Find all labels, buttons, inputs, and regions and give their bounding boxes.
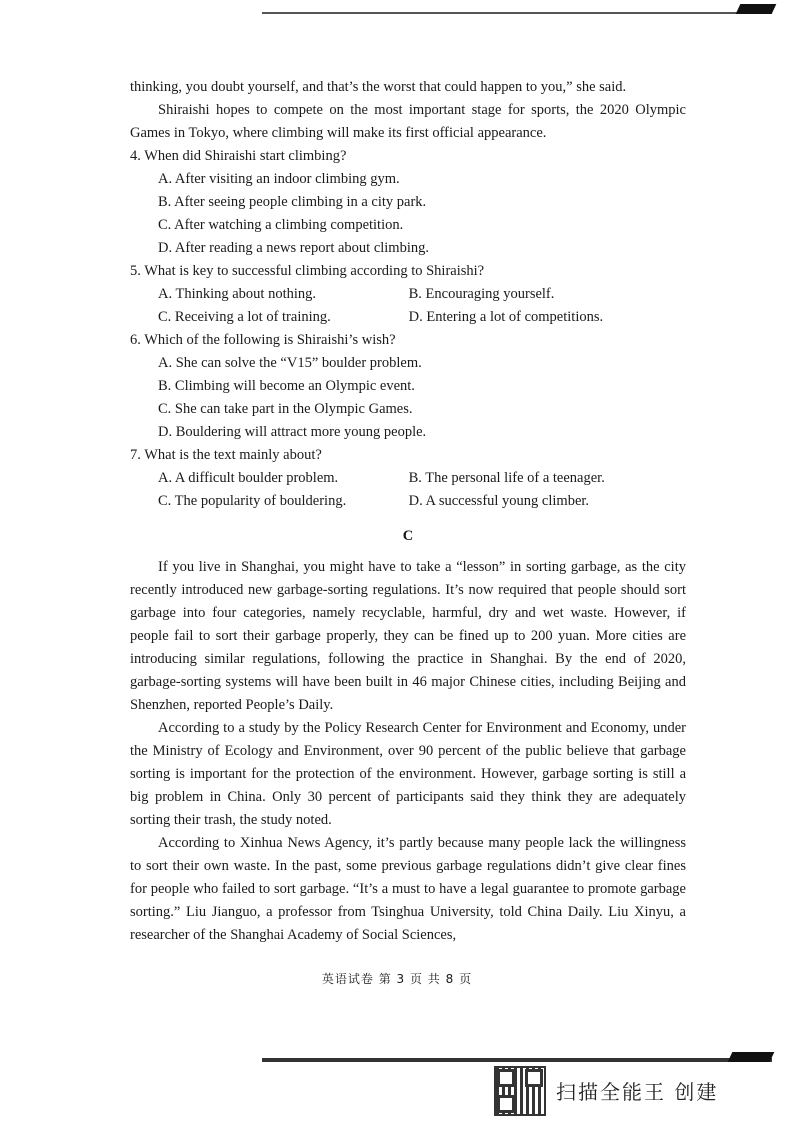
question-5 — [130, 260, 686, 329]
bottom-border-mark — [728, 1052, 775, 1062]
question-7 — [130, 444, 686, 513]
option-d[interactable]: D. A successful young climber. — [408, 493, 590, 509]
scanner-watermark: 扫描全能王 创建 — [556, 1080, 719, 1104]
option-d[interactable]: D. Entering a lot of competitions. — [408, 309, 604, 325]
section-heading: C — [402, 528, 414, 544]
question-stem: 7. What is the text mainly about? — [130, 447, 322, 463]
option-a[interactable]: A. After visiting an indoor climbing gym. — [158, 171, 400, 187]
qr-finder-top-right — [525, 1069, 543, 1087]
bottom-border — [262, 1058, 772, 1062]
question-stem: 5. What is key to successful climbing according to Shiraishi? — [130, 263, 485, 279]
option-a[interactable]: A. A difficult boulder problem. — [158, 470, 339, 486]
option-c[interactable]: C. After watching a climbing competition. — [158, 217, 404, 233]
option-d[interactable]: D. After reading a news report about climbing. — [158, 240, 429, 256]
page-footer: 英语试卷 第 3 页 共 8 页 — [321, 972, 473, 986]
question-6 — [130, 329, 686, 444]
qr-finder-top-left — [497, 1069, 515, 1087]
page-content — [130, 76, 686, 947]
passage-c-paragraph-2: According to a study by the Policy Research Center for Environment and Economy, under the Ministry of Ecology and Environment, over 90 percent of the public believe that garbage sorting is important for the protection of the environment. However, garbage sorting is still a big problem in China. Only 30 percent of participants said they think they are adequately sorting their trash, the study noted. — [130, 720, 686, 828]
top-border-mark — [736, 4, 777, 14]
top-border — [262, 0, 772, 14]
qr-finder-bottom-left — [497, 1095, 515, 1113]
passage-tail-line: thinking, you doubt yourself, and that’s the worst that could happen to you,” she said. — [130, 79, 627, 95]
qr-code-icon — [494, 1066, 546, 1116]
option-a[interactable]: A. Thinking about nothing. — [158, 286, 317, 302]
option-a[interactable]: A. She can solve the “V15” boulder problem. — [158, 355, 422, 371]
option-c[interactable]: C. Receiving a lot of training. — [158, 309, 331, 325]
option-b[interactable]: B. Climbing will become an Olympic event. — [158, 378, 415, 394]
option-c[interactable]: C. She can take part in the Olympic Games. — [158, 401, 413, 417]
passage-tail-paragraph: Shiraishi hopes to compete on the most important stage for sports, the 2020 Olympic Games in Tokyo, where climbing will make its first official appearance. — [130, 102, 686, 141]
option-c[interactable]: C. The popularity of bouldering. — [158, 493, 347, 509]
option-b[interactable]: B. The personal life of a teenager. — [408, 470, 605, 486]
option-b[interactable]: B. After seeing people climbing in a city park. — [158, 194, 427, 210]
question-stem: 6. Which of the following is Shiraishi’s wish? — [130, 332, 396, 348]
passage-c-paragraph-3: According to Xinhua News Agency, it’s partly because many people lack the willingness to sort their own waste. In the past, some previous garbage regulations didn’t give clear fines for people who failed to sort garbage. “It’s a must to have a legal guarantee to promote garbage sorting.” Liu Jianguo, a professor from Tsinghua University, told China Daily. Liu Xinyu, a researcher of the Shanghai Academy of Social Sciences, — [130, 835, 686, 943]
question-4 — [130, 145, 686, 260]
passage-c-paragraph-1: If you live in Shanghai, you might have to take a “lesson” in sorting garbage, as the city recently introduced new garbage-sorting regulations. It’s now required that people should sort garbage into four categories, namely recyclable, harmful, dry and wet waste. However, if people fail to sort their garbage properly, they can be fined up to 200 yuan. More cities are introducing similar regulations, following the practice in Shanghai. By the end of 2020, garbage-sorting systems will have been built in 46 major Chinese cities, including Beijing and Shenzhen, reported People’s Daily. — [130, 559, 686, 713]
question-stem: 4. When did Shiraishi start climbing? — [130, 148, 347, 164]
option-b[interactable]: B. Encouraging yourself. — [408, 286, 555, 302]
option-d[interactable]: D. Bouldering will attract more young people. — [158, 424, 427, 440]
